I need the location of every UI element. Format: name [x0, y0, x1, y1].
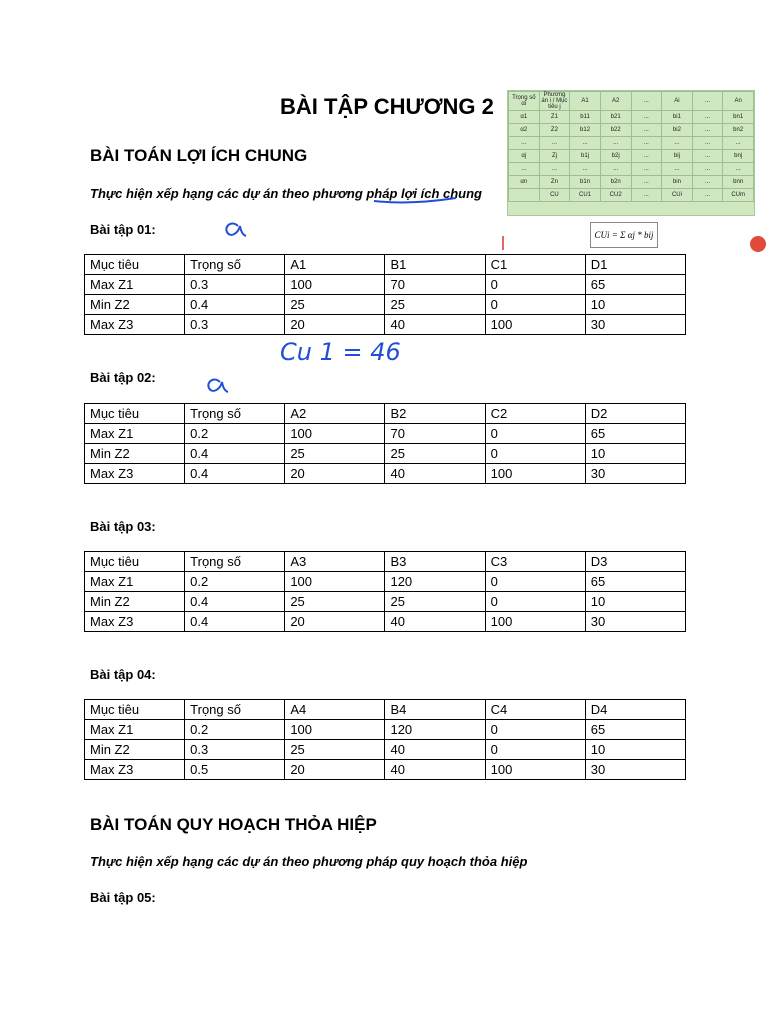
- table-cell: 0: [485, 592, 585, 612]
- table-cell: 10: [585, 592, 685, 612]
- table-cell: 20: [285, 760, 385, 780]
- reference-cell: CUm: [723, 189, 754, 202]
- reference-cell: CU1: [570, 189, 601, 202]
- reference-cell: ...: [509, 137, 540, 150]
- table-cell: 100: [285, 275, 385, 295]
- table-cell: 65: [585, 275, 685, 295]
- reference-cell: ...: [631, 124, 662, 137]
- table-cell: Mục tiêu: [85, 255, 185, 275]
- reference-row: [509, 150, 754, 163]
- reference-cell: Zn: [539, 176, 570, 189]
- section-heading-quy-hoach-thoa-hiep: BÀI TOÁN QUY HOẠCH THỎA HIỆP: [90, 815, 377, 834]
- reference-cell: [509, 189, 540, 202]
- reference-cell: αn: [509, 176, 540, 189]
- reference-cell: αj: [509, 150, 540, 163]
- table-cell: 0.3: [185, 315, 285, 335]
- reference-cell: α2: [509, 124, 540, 137]
- reference-cell: ...: [692, 137, 723, 150]
- table-cell: B1: [385, 255, 485, 275]
- reference-table-image: [507, 90, 755, 216]
- reference-cell: b1j: [570, 150, 601, 163]
- reference-cell: A2: [600, 92, 631, 111]
- reference-row: [509, 137, 754, 150]
- reference-cell: b1n: [570, 176, 601, 189]
- table-cell: A4: [285, 700, 385, 720]
- exercise-label-04: Bài tập 04:: [90, 667, 156, 682]
- reference-cell: CU2: [600, 189, 631, 202]
- table-cell: Max Z1: [85, 424, 185, 444]
- table-cell: 100: [285, 720, 385, 740]
- table-row: [85, 720, 686, 740]
- reference-row: [509, 189, 754, 202]
- table-cell: 25: [285, 592, 385, 612]
- table-header-row: [85, 700, 686, 720]
- reference-row: [509, 124, 754, 137]
- reference-cell: bij: [662, 150, 693, 163]
- table-cell: D3: [585, 552, 685, 572]
- table-cell: B2: [385, 404, 485, 424]
- reference-row: [509, 163, 754, 176]
- table-row: [85, 740, 686, 760]
- table-cell: 10: [585, 444, 685, 464]
- red-mark: [500, 234, 508, 252]
- table-cell: 0: [485, 740, 585, 760]
- section-subtitle-loi-ich-chung: Thực hiện xếp hạng các dự án theo phương pháp lợi ích chung: [90, 186, 482, 201]
- reference-cell: ...: [570, 163, 601, 176]
- reference-row: [509, 176, 754, 189]
- table-cell: D4: [585, 700, 685, 720]
- table-cell: A3: [285, 552, 385, 572]
- table-row: [85, 295, 686, 315]
- table-cell: 65: [585, 572, 685, 592]
- reference-cell: Z1: [539, 111, 570, 124]
- table-cell: 0.4: [185, 444, 285, 464]
- reference-cell: Ai: [662, 92, 693, 111]
- reference-cell: b2j: [600, 150, 631, 163]
- table-cell: 120: [385, 720, 485, 740]
- reference-cell: bin: [662, 176, 693, 189]
- table-cell: 20: [285, 464, 385, 484]
- table-cell: 0.3: [185, 275, 285, 295]
- table-cell: 30: [585, 612, 685, 632]
- reference-cell: ...: [692, 189, 723, 202]
- table-row: [85, 275, 686, 295]
- reference-cell: ...: [692, 124, 723, 137]
- table-header-row: [85, 255, 686, 275]
- table-cell: 0: [485, 572, 585, 592]
- table-cell: Max Z1: [85, 275, 185, 295]
- reference-cell: ...: [509, 163, 540, 176]
- handwritten-underline: [370, 193, 460, 207]
- reference-cell: ...: [631, 176, 662, 189]
- reference-cell: b11: [570, 111, 601, 124]
- exercise-table-02: [84, 403, 686, 484]
- table-cell: Max Z1: [85, 720, 185, 740]
- table-cell: 0: [485, 424, 585, 444]
- table-cell: 0.4: [185, 295, 285, 315]
- table-cell: 70: [385, 424, 485, 444]
- reference-cell: ...: [539, 163, 570, 176]
- table-cell: 100: [485, 612, 585, 632]
- table-cell: 40: [385, 740, 485, 760]
- reference-cell: ...: [662, 163, 693, 176]
- reference-cell: CU: [539, 189, 570, 202]
- reference-cell: ...: [600, 137, 631, 150]
- reference-cell: A1: [570, 92, 601, 111]
- table-cell: 20: [285, 315, 385, 335]
- table-cell: D2: [585, 404, 685, 424]
- table-cell: C3: [485, 552, 585, 572]
- reference-cell: Phương án i / Mục tiêu j: [539, 92, 570, 111]
- reference-cell: bi2: [662, 124, 693, 137]
- reference-cell: b22: [600, 124, 631, 137]
- table-cell: C2: [485, 404, 585, 424]
- exercise-table-01: [84, 254, 686, 335]
- table-cell: 0.4: [185, 592, 285, 612]
- table-cell: 40: [385, 612, 485, 632]
- reference-cell: ...: [692, 163, 723, 176]
- reference-cell: α1: [509, 111, 540, 124]
- table-cell: B4: [385, 700, 485, 720]
- reference-cell: ...: [631, 189, 662, 202]
- exercise-label-01: Bài tập 01:: [90, 222, 156, 237]
- table-cell: D1: [585, 255, 685, 275]
- table-row: [85, 315, 686, 335]
- reference-cell: ...: [631, 111, 662, 124]
- table-cell: Max Z3: [85, 760, 185, 780]
- reference-cell: ...: [692, 176, 723, 189]
- exercise-table-04: [84, 699, 686, 780]
- table-cell: 25: [285, 295, 385, 315]
- reference-cell: b21: [600, 111, 631, 124]
- reference-cell: bn1: [723, 111, 754, 124]
- table-cell: 0: [485, 295, 585, 315]
- section-heading-loi-ich-chung: BÀI TOÁN LỢI ÍCH CHUNG: [90, 146, 308, 165]
- table-cell: 25: [385, 592, 485, 612]
- reference-cell: bnn: [723, 176, 754, 189]
- table-cell: 100: [485, 760, 585, 780]
- table-cell: Mục tiêu: [85, 700, 185, 720]
- handwritten-alpha-01: [222, 218, 248, 240]
- table-cell: 100: [485, 315, 585, 335]
- table-cell: 0.2: [185, 572, 285, 592]
- reference-cell: ...: [692, 92, 723, 111]
- table-cell: Max Z3: [85, 612, 185, 632]
- table-cell: 0.2: [185, 720, 285, 740]
- table-cell: 30: [585, 760, 685, 780]
- table-cell: 0.3: [185, 740, 285, 760]
- table-cell: 30: [585, 464, 685, 484]
- table-cell: 100: [285, 424, 385, 444]
- reference-cell: ...: [539, 137, 570, 150]
- reference-cell: ...: [723, 163, 754, 176]
- reference-cell: bnj: [723, 150, 754, 163]
- red-dot-marker: [748, 234, 768, 254]
- table-cell: 25: [285, 740, 385, 760]
- table-cell: C4: [485, 700, 585, 720]
- table-cell: Max Z3: [85, 464, 185, 484]
- reference-cell: ...: [631, 92, 662, 111]
- section-subtitle-quy-hoach-thoa-hiep: Thực hiện xếp hạng các dự án theo phương pháp quy hoạch thỏa hiệp: [90, 854, 528, 869]
- table-cell: 100: [485, 464, 585, 484]
- exercise-table-03: [84, 551, 686, 632]
- table-cell: Trọng số: [185, 404, 285, 424]
- reference-cell: b12: [570, 124, 601, 137]
- formula-box: CUi = Σ αj * bij: [590, 222, 658, 248]
- table-row: [85, 612, 686, 632]
- reference-cell: An: [723, 92, 754, 111]
- table-cell: 0: [485, 275, 585, 295]
- table-cell: 100: [285, 572, 385, 592]
- reference-cell: ...: [631, 150, 662, 163]
- exercise-label-02: Bài tập 02:: [90, 370, 156, 385]
- reference-cell: ...: [723, 137, 754, 150]
- table-row: [85, 424, 686, 444]
- page-title: BÀI TẬP CHƯƠNG 2: [280, 94, 494, 119]
- reference-cell: ...: [631, 163, 662, 176]
- table-cell: 40: [385, 315, 485, 335]
- table-cell: 120: [385, 572, 485, 592]
- reference-cell: ...: [600, 163, 631, 176]
- table-cell: A2: [285, 404, 385, 424]
- table-cell: 25: [385, 295, 485, 315]
- table-row: [85, 444, 686, 464]
- table-cell: 65: [585, 720, 685, 740]
- table-cell: Max Z1: [85, 572, 185, 592]
- table-row: [85, 572, 686, 592]
- table-header-row: [85, 552, 686, 572]
- reference-cell: bn2: [723, 124, 754, 137]
- reference-cell: ...: [692, 111, 723, 124]
- table-cell: Trọng số: [185, 700, 285, 720]
- table-cell: 40: [385, 464, 485, 484]
- reference-cell: Z2: [539, 124, 570, 137]
- reference-cell: ...: [570, 137, 601, 150]
- handwritten-alpha-02: [204, 374, 230, 396]
- table-cell: 70: [385, 275, 485, 295]
- table-cell: A1: [285, 255, 385, 275]
- reference-cell: bi1: [662, 111, 693, 124]
- table-cell: Mục tiêu: [85, 552, 185, 572]
- reference-cell: ...: [631, 137, 662, 150]
- reference-cell: Trọng số αi: [509, 92, 540, 111]
- table-header-row: [85, 404, 686, 424]
- reference-cell: ...: [662, 137, 693, 150]
- reference-cell: Zj: [539, 150, 570, 163]
- table-cell: Max Z3: [85, 315, 185, 335]
- table-cell: 0: [485, 720, 585, 740]
- table-cell: 25: [385, 444, 485, 464]
- table-cell: Min Z2: [85, 295, 185, 315]
- table-cell: 30: [585, 315, 685, 335]
- table-cell: 25: [285, 444, 385, 464]
- handwritten-note-text: Cu 1 = 46: [280, 338, 401, 366]
- table-cell: Min Z2: [85, 444, 185, 464]
- table-cell: Min Z2: [85, 592, 185, 612]
- table-cell: 65: [585, 424, 685, 444]
- table-row: [85, 464, 686, 484]
- exercise-label-03: Bài tập 03:: [90, 519, 156, 534]
- table-cell: 40: [385, 760, 485, 780]
- table-row: [85, 592, 686, 612]
- table-cell: 10: [585, 295, 685, 315]
- table-cell: Trọng số: [185, 552, 285, 572]
- reference-row: [509, 92, 754, 111]
- table-cell: Trọng số: [185, 255, 285, 275]
- table-cell: Min Z2: [85, 740, 185, 760]
- reference-cell: b2n: [600, 176, 631, 189]
- table-cell: 10: [585, 740, 685, 760]
- table-cell: 0.5: [185, 760, 285, 780]
- table-cell: 20: [285, 612, 385, 632]
- table-cell: 0.4: [185, 464, 285, 484]
- table-cell: 0.2: [185, 424, 285, 444]
- reference-cell: CUi: [662, 189, 693, 202]
- exercise-label-05: Bài tập 05:: [90, 890, 156, 905]
- reference-table: [508, 91, 754, 202]
- reference-cell: ...: [692, 150, 723, 163]
- table-row: [85, 760, 686, 780]
- table-cell: 0: [485, 444, 585, 464]
- table-cell: 0.4: [185, 612, 285, 632]
- table-cell: Mục tiêu: [85, 404, 185, 424]
- table-cell: B3: [385, 552, 485, 572]
- reference-row: [509, 111, 754, 124]
- table-cell: C1: [485, 255, 585, 275]
- handwritten-note: [278, 336, 401, 366]
